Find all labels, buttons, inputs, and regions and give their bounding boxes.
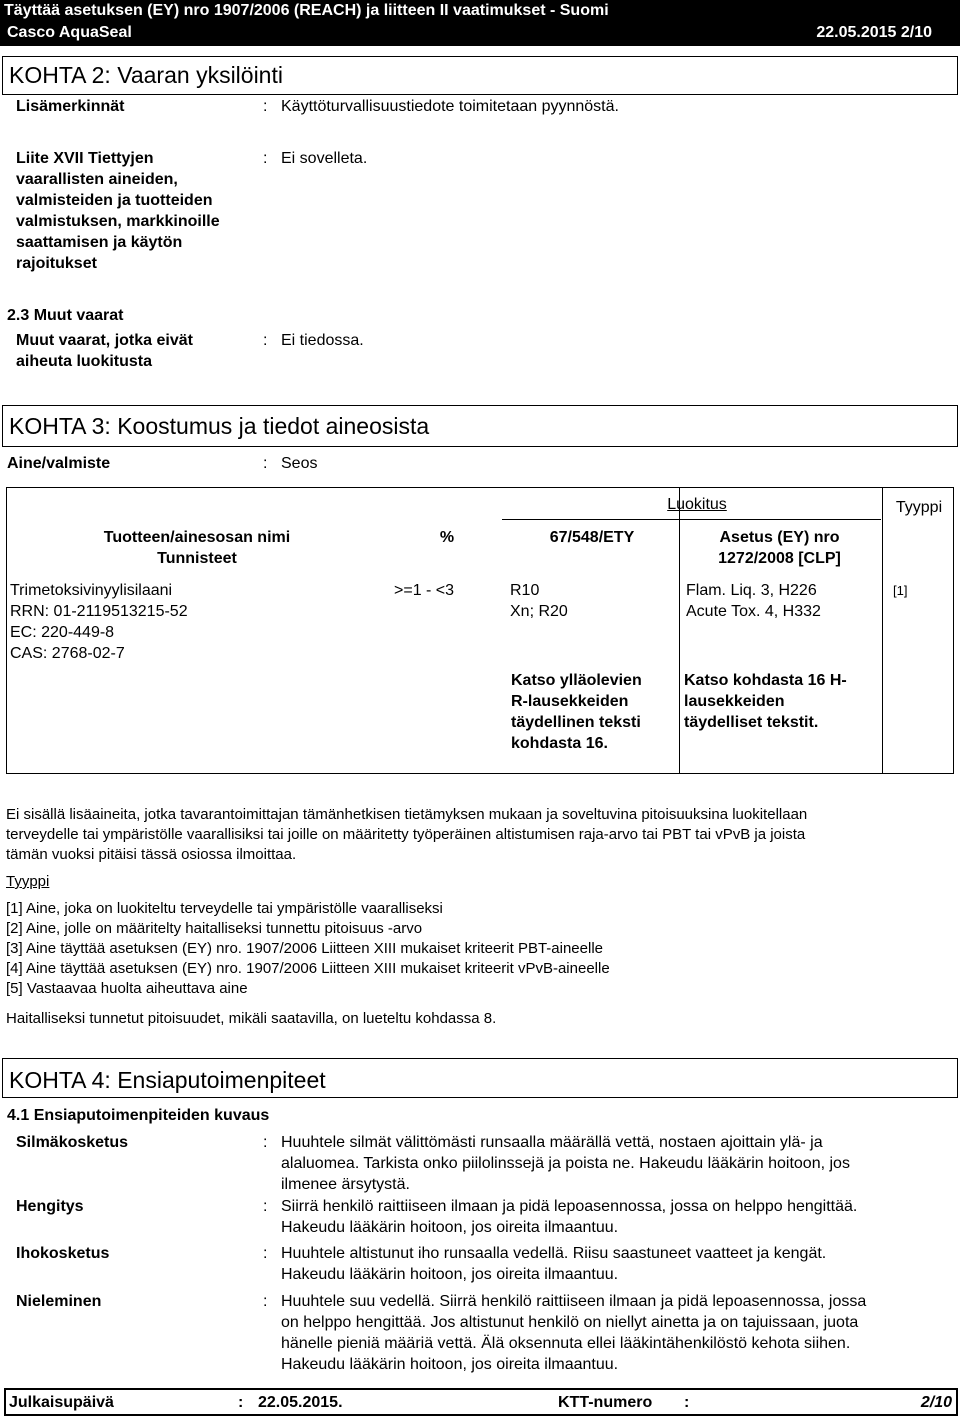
label-inhalation: Hengitys [16, 1198, 84, 1215]
note-clp [684, 670, 847, 733]
component-rrn: RRN: 01-2119513215-52 [10, 603, 188, 620]
component-percent: >=1 - <3 [394, 582, 455, 599]
value-line: on helppo hengittää. Jos altistunut henkilö on niellyt ainetta ja on tajuissaan, juota [281, 1314, 859, 1331]
value-line: Hakeudu lääkärin hoitoon, jos oireita ilmaantuu. [281, 1219, 619, 1236]
note-directive [511, 670, 642, 754]
note-line: lausekkeiden [684, 693, 785, 710]
type-list [6, 899, 610, 999]
product-bar [0, 22, 960, 46]
colon: : [238, 1394, 244, 1411]
label-other-hazards [16, 330, 193, 372]
note-line: täydelliset tekstit. [684, 714, 819, 731]
label-ingestion: Nieleminen [16, 1293, 102, 1310]
footer-issue-label: Julkaisupäivä [9, 1394, 114, 1411]
table-divider [679, 488, 680, 773]
note-line: kohdasta 16. [511, 735, 608, 752]
colon: : [684, 1394, 690, 1411]
note-line: Katso kohdasta 16 H- [684, 672, 847, 689]
header-name [67, 527, 327, 569]
value-line: Huuhtele altistunut iho runsaalla vedellä. Riisu saastuneet vaatteet ja kengät. [281, 1245, 827, 1262]
label-line: aiheuta luokitusta [16, 353, 153, 370]
table-divider [882, 488, 883, 773]
footer-ktt-label: KTT-numero [558, 1394, 653, 1411]
type-item: [5] Vastaavaa huolta aiheuttava aine [6, 980, 248, 997]
composition-table [6, 487, 954, 774]
harmful-note: Haitalliseksi tunnetut pitoisuudet, mikäli saatavilla, on lueteltu kohdassa 8. [6, 1010, 497, 1027]
value-line: Hakeudu lääkärin hoitoon, jos oireita ilmaantuu. [281, 1356, 619, 1373]
colon: : [263, 1198, 268, 1215]
value-eye-contact [281, 1132, 850, 1195]
directive-line: R10 [510, 582, 540, 599]
document-header: Täyttää asetuksen (EY) nro 1907/2006 (REACH) ja liitteen II vaatimukset - Suomi [0, 0, 960, 22]
section-2-title: KOHTA 2: Vaaran yksilöinti [2, 56, 958, 95]
colon: : [263, 332, 268, 349]
paragraph-line: Ei sisällä lisäaineita, jotka tavarantoimittajan tämänhetkisen tietämyksen mukaan ja soveltuvina pitoisuuksina luokitellaan [6, 806, 808, 823]
composition-paragraph [6, 805, 807, 865]
note-line: R-lausekkeiden [511, 693, 629, 710]
value-inhalation [281, 1196, 857, 1238]
value-line: Huuhtele silmät välittömästi runsaalla määrällä vettä, nostaen ajoittain ylä- ja [281, 1134, 823, 1151]
value-ingestion [281, 1291, 866, 1375]
label-line: valmisteiden ja tuotteiden [16, 192, 213, 209]
paragraph-line: tämän vuoksi pitäisi tässä osiossa ilmoittaa. [6, 846, 297, 863]
date-page: 22.05.2015 2/10 [816, 24, 932, 41]
label-additional: Lisämerkinnät [16, 98, 125, 115]
component-clp [686, 580, 821, 622]
colon: : [263, 455, 268, 472]
value-skin-contact [281, 1243, 826, 1285]
value-other-hazards: Ei tiedossa. [281, 332, 364, 349]
label-line: valmistuksen, markkinoille [16, 213, 220, 230]
label-eye-contact: Silmäkosketus [16, 1134, 129, 1151]
clp-line: Acute Tox. 4, H332 [686, 603, 821, 620]
note-line: täydellinen teksti [511, 714, 641, 731]
header-line: 1272/2008 [CLP] [718, 550, 841, 567]
value-line: Huuhtele suu vedellä. Siirrä henkilö raittiiseen ilmaan ja pidä lepoasennossa, jossa [281, 1293, 867, 1310]
header-classification: Luokitus [667, 496, 727, 513]
component-name: Trimetoksivinyylisilaani [10, 582, 173, 599]
component-type: [1] [893, 583, 908, 598]
document-footer [4, 1388, 958, 1416]
subsection-other-hazards: 2.3 Muut vaarat [7, 307, 124, 324]
component-directive [510, 580, 568, 622]
colon: : [263, 1245, 268, 1262]
paragraph-line: terveydelle tai ympäristölle vaarallisiksi tai joille on määritetty työperäinen altistumisen raja-arvo tai PBT tai vPvB ja joista [6, 826, 806, 843]
product-name: Casco AquaSeal [7, 24, 132, 41]
label-line: Muut vaarat, jotka eivät [16, 332, 193, 349]
clp-line: Flam. Liq. 3, H226 [686, 582, 817, 599]
footer-issue-value: 22.05.2015. [258, 1394, 343, 1411]
component-identifiers [10, 580, 188, 664]
value-annex-xvii: Ei sovelleta. [281, 150, 368, 167]
value-line: Hakeudu lääkärin hoitoon, jos oireita ilmaantuu. [281, 1266, 619, 1283]
header-directive: 67/548/ETY [549, 529, 635, 546]
label-skin-contact: Ihokosketus [16, 1245, 110, 1262]
type-item: [2] Aine, jolle on määritelty haitalliseksi tunnettu pitoisuus -arvo [6, 920, 423, 937]
table-divider [502, 519, 881, 520]
type-item: [1] Aine, joka on luokiteltu terveydelle tai ympäristölle vaaralliseksi [6, 900, 443, 917]
type-heading: Tyyppi [6, 873, 50, 890]
label-annex-xvii [16, 148, 220, 274]
component-cas: CAS: 2768-02-7 [10, 645, 125, 662]
type-item: [3] Aine täyttää asetuksen (EY) nro. 1907/2006 Liitteen XIII mukaiset kriteerit PBT-aineelle [6, 940, 603, 957]
header-clp [697, 527, 862, 569]
note-line: Katso ylläolevien [511, 672, 642, 689]
header-line: Tuotteen/ainesosan nimi [103, 529, 291, 546]
header-line: Asetus (EY) nro [719, 529, 840, 546]
section-4-title: KOHTA 4: Ensiaputoimenpiteet [2, 1058, 958, 1098]
header-percent: % [439, 529, 455, 546]
label-line: vaarallisten aineiden, [16, 171, 178, 188]
value-line: hänelle pieniä määriä vettä. Älä oksennuta ellei lääkintähenkilöstö kehota siihen. [281, 1335, 851, 1352]
value-substance: Seos [281, 455, 318, 472]
label-substance: Aine/valmiste [7, 455, 111, 472]
header-type: Tyyppi [895, 499, 943, 516]
label-line: Liite XVII Tiettyjen [16, 150, 154, 167]
colon: : [263, 98, 268, 115]
subsection-first-aid: 4.1 Ensiaputoimenpiteiden kuvaus [7, 1107, 270, 1124]
directive-line: Xn; R20 [510, 603, 568, 620]
colon: : [263, 1293, 268, 1310]
type-item: [4] Aine täyttää asetuksen (EY) nro. 1907/2006 Liitteen XIII mukaiset kriteerit vPvB-aineelle [6, 960, 610, 977]
section-3-title: KOHTA 3: Koostumus ja tiedot aineosista [2, 405, 958, 447]
label-line: rajoitukset [16, 255, 97, 272]
component-ec: EC: 220-449-8 [10, 624, 115, 641]
colon: : [263, 1134, 268, 1151]
header-line: Tunnisteet [157, 550, 237, 567]
value-line: alaluomea. Tarkista onko piilolinssejä ja poista ne. Hakeudu lääkärin hoitoon, jos [281, 1155, 850, 1172]
colon: : [263, 150, 268, 167]
footer-page: 2/10 [920, 1394, 952, 1411]
value-line: ilmenee ärsytystä. [281, 1176, 410, 1193]
label-line: saattamisen ja käytön [16, 234, 183, 251]
value-line: Siirrä henkilö raittiiseen ilmaan ja pidä lepoasennossa, jossa on helppo hengittää. [281, 1198, 858, 1215]
value-additional: Käyttöturvallisuustiedote toimitetaan pyynnöstä. [281, 98, 619, 115]
